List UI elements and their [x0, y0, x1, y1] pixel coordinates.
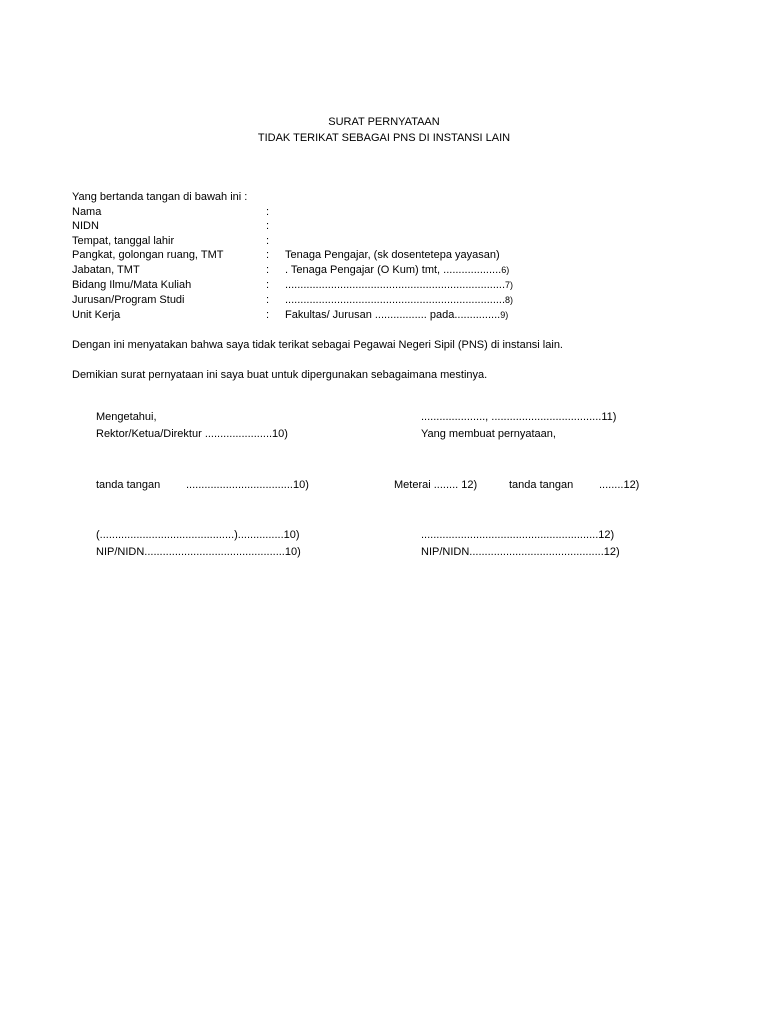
- intro-text: Yang bertanda tangan di bawah ini :: [72, 191, 248, 203]
- field-label: Tempat, tanggal lahir: [72, 235, 175, 247]
- field-colon: :: [266, 220, 270, 232]
- field-row-pangkat: [72, 249, 672, 263]
- right-name-line: ..........................................................12): [421, 529, 615, 541]
- field-label: Bidang Ilmu/Mata Kuliah: [72, 279, 192, 291]
- right-signature-dots: ........12): [599, 479, 640, 491]
- field-value-text: Fakultas/ Jurusan ................. pada...............: [285, 309, 501, 321]
- field-row-nidn: [72, 220, 672, 234]
- statement-paragraph: Dengan ini menyatakan bahwa saya tidak terikat sebagai Pegawai Negeri Sipil (PNS) di instansi lain.: [72, 339, 563, 351]
- rektor-label: Rektor/Ketua/Direktur ......................10): [96, 428, 288, 440]
- left-nip-line: NIP/NIDN..............................................10): [96, 546, 301, 558]
- right-nip-line: NIP/NIDN............................................12): [421, 546, 620, 558]
- field-value-text: ........................................................................: [285, 294, 506, 306]
- field-row-nama: [72, 206, 672, 220]
- footnote-number: 8): [505, 295, 514, 305]
- field-colon: :: [266, 309, 270, 321]
- field-colon: :: [266, 249, 270, 261]
- mengetahui-label: Mengetahui,: [96, 411, 157, 423]
- closing-paragraph: Demikian surat pernyataan ini saya buat untuk dipergunakan sebagaimana mestinya.: [72, 369, 488, 381]
- field-row-tempat-lahir: [72, 235, 672, 249]
- document-title: SURAT PERNYATAAN: [328, 116, 440, 128]
- footnote-number: 7): [505, 280, 514, 290]
- field-label: NIDN: [72, 220, 99, 232]
- field-colon: :: [266, 279, 270, 291]
- place-date-line: ....................., ....................................11): [421, 411, 617, 423]
- meterai-label: Meterai ........ 12): [394, 479, 478, 491]
- field-colon: :: [266, 235, 270, 247]
- field-label: Unit Kerja: [72, 309, 121, 321]
- field-label: Jurusan/Program Studi: [72, 294, 185, 306]
- left-signature-dots: ...................................10): [186, 479, 309, 491]
- field-label: Pangkat, golongan ruang, TMT: [72, 249, 224, 261]
- field-row-bidang-ilmu: [72, 279, 672, 293]
- pembuat-label: Yang membuat pernyataan,: [421, 428, 556, 440]
- field-value: [285, 279, 513, 291]
- document-subtitle: TIDAK TERIKAT SEBAGAI PNS DI INSTANSI LAIN: [257, 132, 511, 144]
- field-value: [285, 309, 508, 321]
- field-colon: :: [266, 206, 270, 218]
- field-row-jabatan: [72, 264, 672, 278]
- field-row-jurusan: [72, 294, 672, 308]
- field-colon: :: [266, 264, 270, 276]
- left-name-line: (............................................)...............10): [96, 529, 300, 541]
- field-value: Tenaga Pengajar, (sk dosentetepa yayasan): [285, 249, 500, 261]
- field-label: Jabatan, TMT: [72, 264, 140, 276]
- field-value-text: . Tenaga Pengajar (O Kum) tmt, ...................: [285, 264, 502, 276]
- field-row-unit-kerja: [72, 309, 672, 323]
- right-signature-label: tanda tangan: [509, 479, 574, 491]
- field-label: Nama: [72, 206, 102, 218]
- field-value: [285, 264, 509, 276]
- field-value: [285, 294, 513, 306]
- footnote-number: 9): [500, 310, 509, 320]
- field-colon: :: [266, 294, 270, 306]
- left-signature-label: tanda tangan: [96, 479, 161, 491]
- footnote-number: 6): [501, 265, 510, 275]
- field-value-text: ........................................................................: [285, 279, 506, 291]
